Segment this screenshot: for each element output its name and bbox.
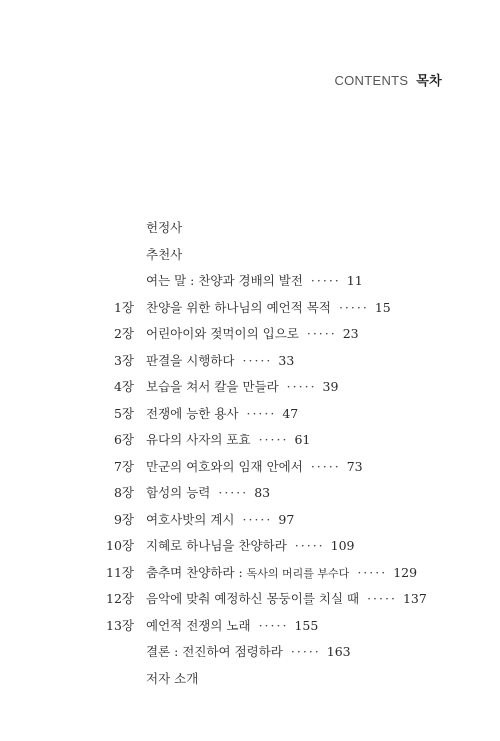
entry-title [146, 560, 417, 588]
chapter-number: 7장 [113, 458, 134, 474]
page-number: 73 [346, 458, 363, 474]
page-number: 15 [374, 299, 391, 315]
chapter-number: 12장 [106, 591, 134, 606]
dot-leader: ····· [367, 591, 397, 606]
dot-leader: ····· [357, 564, 388, 580]
toc-entry [0, 666, 500, 693]
page-number: 109 [330, 538, 355, 553]
entry-title [146, 242, 182, 269]
page-number: 83 [254, 485, 271, 500]
chapter-number: 10장 [106, 538, 134, 553]
entry-title-text: 추천사 [146, 246, 183, 262]
page-number: 155 [294, 617, 319, 633]
toc-entry [0, 268, 500, 295]
contents-heading-ko: 목차 [416, 73, 442, 88]
entry-title-text: 저자 소개 [146, 670, 199, 686]
contents-heading-en: CONTENTS [334, 73, 409, 88]
toc-entry [0, 295, 500, 322]
chapter-number: 3장 [113, 352, 134, 368]
dot-leader: ····· [218, 485, 249, 500]
entry-title [146, 295, 391, 322]
toc-entry [0, 374, 500, 401]
chapter-number: 6장 [113, 432, 134, 447]
toc-entry [0, 454, 500, 481]
chapter-number: 2장 [113, 326, 134, 341]
entry-title [146, 427, 310, 454]
toc-entry [0, 348, 500, 375]
dot-leader: ····· [290, 644, 321, 659]
toc-entry [0, 507, 500, 534]
entry-title-text: 여호사밧의 계시 [146, 511, 235, 527]
entry-title [146, 374, 338, 401]
entry-title-text: 어린아이와 젖먹이의 입으로 [146, 326, 299, 341]
entry-title-text: 헌정사 [146, 220, 183, 235]
toc-entry [0, 560, 500, 587]
toc-entry [0, 613, 500, 640]
entry-title [146, 586, 427, 613]
entry-title [146, 401, 298, 428]
page-number: 97 [278, 511, 295, 527]
entry-title-text: 유다의 사자의 포효 [146, 432, 251, 447]
entry-title-text: 보습을 쳐서 칼을 만들라 [146, 379, 279, 394]
chapter-number: 9장 [113, 511, 134, 527]
toc-entry [0, 533, 500, 560]
entry-title [146, 639, 351, 666]
chapter-number: 13장 [106, 617, 134, 633]
toc-entry [0, 401, 500, 428]
dot-leader: ····· [242, 352, 273, 368]
page-number: 61 [294, 432, 311, 447]
dot-leader: ····· [310, 458, 341, 474]
page-number: 163 [326, 644, 351, 659]
dot-leader: ····· [310, 273, 341, 288]
toc-entry [0, 586, 500, 613]
dot-leader: ····· [286, 379, 317, 394]
dot-leader: ····· [306, 326, 337, 341]
entry-title-text: 만군의 여호와의 임재 안에서 [146, 458, 303, 474]
entry-subtitle: 독사의 머리를 부수다 [246, 566, 350, 580]
entry-title [146, 533, 355, 560]
chapter-number: 5장 [113, 405, 134, 421]
entry-title-text: 결론 : 전진하여 점령하라 [146, 644, 283, 659]
entry-title-text: 음악에 맞춰 예정하신 몽둥이를 치실 때 [146, 591, 360, 606]
chapter-number: 11장 [106, 564, 134, 580]
entry-title-text: 찬양을 위한 하나님의 예언적 목적 [146, 299, 331, 315]
page-number: 33 [278, 352, 295, 368]
page-number: 129 [393, 564, 418, 580]
dot-leader: ····· [338, 299, 369, 315]
table-of-contents [0, 215, 500, 692]
entry-title [146, 454, 363, 481]
page-number: 137 [402, 591, 427, 606]
entry-title-text: 함성의 능력 [146, 485, 211, 500]
dot-leader: ····· [242, 511, 273, 527]
entry-title [146, 348, 294, 375]
page-number: 47 [282, 405, 299, 421]
chapter-number: 8장 [113, 485, 134, 500]
page-number: 11 [346, 273, 363, 288]
toc-entry [0, 480, 500, 507]
entry-title [146, 268, 363, 295]
entry-title-text: 판결을 시행하다 [146, 352, 235, 368]
entry-title [146, 666, 198, 693]
entry-title-text: 전쟁에 능한 용사 [146, 405, 239, 421]
toc-entry [0, 242, 500, 269]
entry-title [146, 215, 182, 242]
entry-title [146, 321, 359, 348]
entry-title [146, 507, 294, 534]
chapter-number: 1장 [113, 299, 134, 315]
dot-leader: ····· [246, 405, 277, 421]
toc-entry [0, 215, 500, 242]
toc-entry [0, 427, 500, 454]
dot-leader: ····· [258, 432, 289, 447]
entry-title-text: 여는 말 : 찬양과 경배의 발전 [146, 273, 303, 288]
entry-title-text: 지혜로 하나님을 찬양하라 [146, 538, 287, 553]
contents-heading [334, 70, 442, 89]
dot-leader: ····· [258, 617, 289, 633]
chapter-number: 4장 [113, 379, 134, 394]
entry-title [146, 480, 270, 507]
page-number: 39 [322, 379, 339, 394]
entry-title [146, 613, 318, 640]
entry-title-text: 예언적 전쟁의 노래 [146, 617, 251, 633]
entry-title-text: 춤추며 찬양하라 : [146, 564, 247, 580]
page-number: 23 [342, 326, 359, 341]
toc-entry [0, 639, 500, 666]
toc-entry [0, 321, 500, 348]
dot-leader: ····· [294, 538, 325, 553]
